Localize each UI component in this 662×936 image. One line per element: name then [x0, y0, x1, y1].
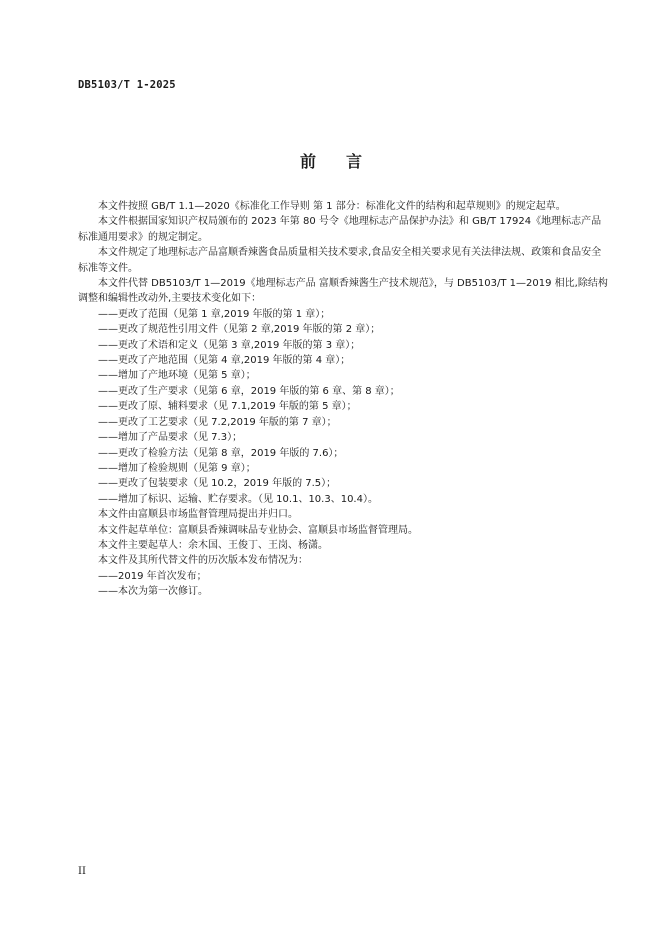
foreword-body: [78, 199, 608, 600]
change-item: ——增加了产品要求（见 7.3）；: [98, 432, 243, 444]
paragraph-drafters: 本文件主要起草人：余木国、王俊丁、王岗、杨潇。: [98, 539, 328, 551]
change-item: ——更改了生产要求（见第 6 章，2019 年版的第 6 章、第 8 章）；: [98, 385, 400, 397]
change-item: ——更改了术语和定义（见第 3 章,2019 年版的第 3 章）；: [98, 339, 361, 351]
change-item: ——增加了检验规则（见第 9 章）；: [98, 462, 256, 474]
change-item: ——更改了规范性引用文件（见第 2 章,2019 年版的第 2 章）；: [98, 324, 381, 336]
change-item: ——更改了包装要求（见 10.2，2019 年版的 7.5）；: [98, 478, 337, 490]
paragraph-proposer: 本文件由富顺县市场监督管理局提出并归口。: [98, 509, 298, 521]
change-item: ——增加了产地环境（见第 5 章）；: [98, 370, 256, 382]
paragraph-drafting-units: 本文件起草单位：富顺县香辣调味品专业协会、富顺县市场监督管理局。: [98, 524, 418, 536]
change-item: ——更改了检验方法（见第 8 章，2019 年版的 7.6）；: [98, 447, 344, 459]
change-item: ——增加了标识、运输、贮存要求。（见 10.1、10.3、10.4）。: [98, 493, 378, 505]
page-number: II: [78, 866, 86, 877]
paragraph-drafting-rules: 本文件按照 GB/T 1.1—2020《标准化工作导则 第 1 部分：标准化文件的结构和起草规则》的规定起草。: [98, 201, 566, 212]
change-item: ——更改了原、辅料要求（见 7.1,2019 年版的第 5 章）；: [98, 401, 357, 413]
history-item: ——2019 年首次发布；: [98, 570, 207, 582]
change-item: ——更改了工艺要求（见 7.2,2019 年版的第 7 章）；: [98, 416, 337, 428]
paragraph-scope: 本文件规定了地理标志产品富顺香辣酱食品质量相关技术要求,食品安全相关要求见有关法律法规、政策和食品安全标准等文件。: [78, 247, 602, 274]
history-item: ——本次为第一次修订。: [98, 586, 208, 598]
paragraph-version-history: 本文件及其所代替文件的历次版本发布情况为：: [98, 555, 308, 567]
paragraph-legal-basis: 本文件根据国家知识产权局颁布的 2023 年第 80 号令《地理标志产品保护办法》和 GB/T 17924《地理标志产品标准通用要求》的规定制定。: [78, 216, 602, 243]
document-code: DB5103/T 1-2025: [78, 79, 176, 91]
page-title: 前言: [299, 152, 392, 171]
change-item: ——更改了范围（见第 1 章,2019 年版的第 1 章）；: [98, 308, 331, 320]
change-item: ——更改了产地范围（见第 4 章,2019 年版的第 4 章）；: [98, 355, 351, 367]
paragraph-replacement: 本文件代替 DB5103/T 1—2019《地理标志产品 富顺香辣酱生产技术规范》，与 DB5103/T 1—2019 相比,除结构调整和编辑性改动外,主要技术变化如下：: [78, 278, 608, 305]
